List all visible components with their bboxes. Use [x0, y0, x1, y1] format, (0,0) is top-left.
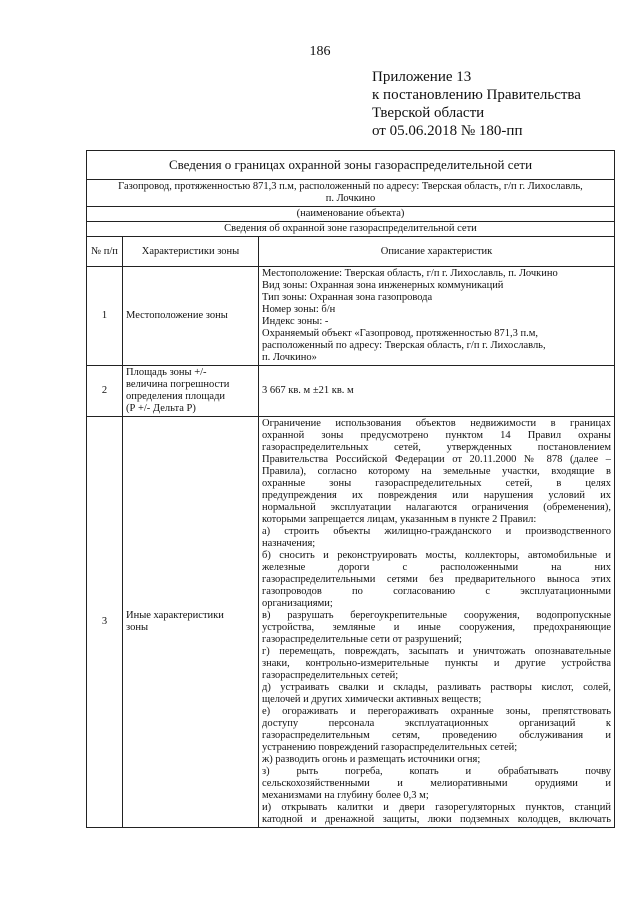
- row-description: 3 667 кв. м ±21 кв. м: [259, 366, 615, 417]
- header-num: № п/п: [87, 237, 123, 267]
- characteristic-line: определения площади: [126, 391, 226, 402]
- row-characteristic: [123, 366, 259, 417]
- description-line: д) устраивать свалки и склады, разливать растворы кислот, солей,: [262, 682, 611, 693]
- description-line: щелочей и других химически активных веществ;: [262, 694, 482, 705]
- table-row: [87, 267, 615, 366]
- description-line: предупреждения их повреждения или нарушения условий их: [262, 490, 611, 501]
- description-line: нормальной эксплуатации налагаются ограничения (обременения),: [262, 502, 611, 513]
- description-line: г) перемещать, повреждать, засыпать и уничтожать опознавательные: [262, 646, 611, 657]
- characteristic-line: зоны: [126, 622, 149, 633]
- section-title: Сведения об охранной зоне газораспределительной сети: [87, 222, 615, 237]
- row-number: 2: [87, 366, 123, 417]
- description-line: газораспределительным сетям, проведению обслуживания и: [262, 730, 611, 741]
- description-line: сельскохозяйственными и мелиоративными орудиями и: [262, 778, 611, 789]
- description-line: газораспределительные сети от разрушений;: [262, 634, 462, 645]
- description-line: и) открывать калитки и двери газорегуляторных пунктов, станций: [262, 802, 611, 813]
- description-line: в) разрушать берегоукрепительные сооружения, водопропускные: [262, 610, 611, 621]
- description-line: Номер зоны: б/н: [262, 304, 336, 315]
- object-caption: (наименование объекта): [87, 207, 615, 222]
- description-line: доступу персонала эксплуатационных организаций к: [262, 718, 611, 729]
- description-line: Вид зоны: Охранная зона инженерных коммуникаций: [262, 280, 504, 291]
- description-line: организациями;: [262, 598, 333, 609]
- header-description: Описание характеристик: [259, 237, 615, 267]
- description-line: Правила), согласно которому на земельные участки, входящие в: [262, 466, 611, 477]
- row-description: [259, 417, 615, 828]
- description-line: Тип зоны: Охранная зона газопровода: [262, 292, 433, 303]
- row-number: 3: [87, 417, 123, 828]
- description-line: е) огораживать и перегораживать охранные зоны, препятствовать: [262, 706, 611, 717]
- object-name: [87, 180, 615, 207]
- description-line: Ограничение использования объектов недвижимости в границах: [262, 418, 611, 429]
- description-line: охранной зоны предусмотрено пунктом 14 Правил охраны: [262, 430, 611, 441]
- description-line: Охраняемый объект «Газопровод, протяженностью 871,3 п.м,: [262, 328, 539, 339]
- description-line: железные дороги с расположенными на них: [262, 562, 611, 573]
- object-name-line: Газопровод, протяженностью 871,3 п.м, расположенный по адресу: Тверская область, г/п г. Лихославль,: [118, 181, 583, 192]
- description-line: устройства, земляные и иные сооружения, предохраняющие: [262, 622, 611, 633]
- description-line: Правительства Российской Федерации от 20.11.2000 № 878 (далее –: [262, 454, 611, 465]
- description-line: б) сносить и реконструировать мосты, коллекторы, автомобильные и: [262, 550, 611, 561]
- row-characteristic: Местоположение зоны: [123, 267, 259, 366]
- description-line: газопроводов по согласованию с эксплуатационными: [262, 586, 611, 597]
- description-line: Местоположение: Тверская область, г/п г. Лихославль, п. Лочкино: [262, 268, 558, 279]
- description-line: назначения;: [262, 538, 316, 549]
- protection-zone-table: [86, 150, 615, 828]
- characteristic-line: величина погрешности: [126, 379, 230, 390]
- description-line: п. Лочкино»: [262, 352, 317, 363]
- appendix-line: Приложение 13: [372, 69, 472, 85]
- description-line: расположенный по адресу: Тверская область, г/п г. Лихославль,: [262, 340, 546, 351]
- description-line: з) рыть погреба, копать и обрабатывать почву: [262, 766, 611, 777]
- object-name-line: п. Лочкино: [325, 193, 376, 204]
- description-line: газораспределительных сетей, утвержденных постановлением: [262, 442, 611, 453]
- description-line: а) строить объекты жилищно-гражданского и производственного: [262, 526, 611, 537]
- description-line: газораспределительных сетей;: [262, 670, 399, 681]
- appendix-line: Тверской области: [372, 105, 485, 121]
- appendix-heading: [372, 68, 581, 140]
- characteristic-line: Иные характеристики: [126, 610, 224, 621]
- row-number: 1: [87, 267, 123, 366]
- header-characteristic: Характеристики зоны: [123, 237, 259, 267]
- page-number: 186: [309, 44, 331, 59]
- description-line: которыми запрещается лицам, указанным в пункте 2 Правил:: [262, 514, 537, 525]
- row-characteristic: [123, 417, 259, 828]
- table-row: [87, 417, 615, 828]
- row-description: [259, 267, 615, 366]
- characteristic-line: Площадь зоны +/-: [126, 367, 207, 378]
- description-line: газораспределительными сетями без предварительного выноса этих: [262, 574, 611, 585]
- table-title: Сведения о границах охранной зоны газораспределительной сети: [87, 151, 615, 180]
- description-line: механизмами на глубину более 0,3 м;: [262, 790, 429, 801]
- description-line: катодной и дренажной защиты, люки подземных колодцев, включать: [262, 814, 611, 825]
- description-line: охранные зоны газораспределительных сетей, в целях: [262, 478, 611, 489]
- description-line: Индекс зоны: -: [262, 316, 329, 327]
- appendix-line: от 05.06.2018 № 180-пп: [372, 123, 523, 139]
- table-row: [87, 366, 615, 417]
- description-line: устранению повреждений газораспределительных сетей;: [262, 742, 518, 753]
- description-line: ж) разводить огонь и размещать источники огня;: [262, 754, 481, 765]
- appendix-line: к постановлению Правительства: [372, 87, 581, 103]
- characteristic-line: (Р +/- Дельта Р): [126, 403, 196, 414]
- description-line: знаки, контрольно-измерительные пункты и другие устройства: [262, 658, 611, 669]
